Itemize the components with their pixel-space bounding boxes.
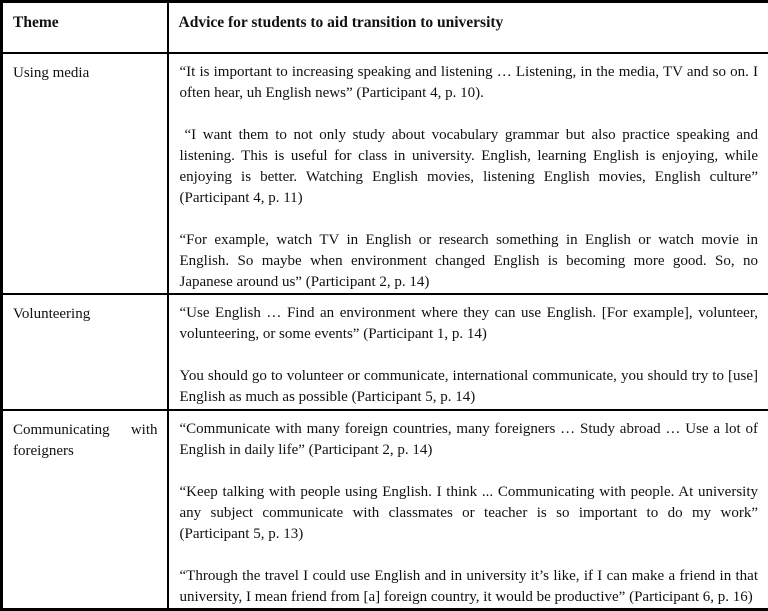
table-row-volunteering bbox=[2, 294, 768, 410]
quote-paragraph: “Use English … Find an environment where they can use English. [For example], volunteer, volunteering, or some events” (Participant 1, p. 14) bbox=[180, 303, 759, 345]
quote-paragraph: “It is important to increasing speaking and listening … Listening, in the media, TV and so on. I often hear, uh English news” (Participant 4, p. 10). bbox=[180, 62, 759, 104]
table-row-using-media bbox=[2, 53, 768, 294]
theme-cell-volunteering: Volunteering bbox=[2, 294, 168, 410]
quote-paragraph: “Keep talking with people using English. I think ... Communicating with people. At university any subject communicate with classmates or teacher is so important to do my work” (Participant 5, p. 13) bbox=[180, 482, 759, 545]
quote-paragraph: You should go to volunteer or communicate, international communicate, you should try to [use] English as much as possible (Participant 5, p. 14) bbox=[180, 366, 759, 408]
theme-cell-using-media: Using media bbox=[2, 53, 168, 294]
table-row-communicating-with-foreigners bbox=[2, 410, 768, 610]
advice-cell-volunteering bbox=[168, 294, 768, 410]
quote-paragraph: “I want them to not only study about vocabulary grammar but also practice speaking and listening. This is useful for class in university. English, learning English is enjoying, while enjoying is better. Watching English movies, listening English movies, English culture” (Participant 4, p. 11) bbox=[180, 125, 759, 209]
quote-paragraph: “Communicate with many foreign countries, many foreigners … Study abroad … Use a lot of English in daily life” (Participant 2, p. 14) bbox=[180, 419, 759, 461]
theme-column-header: Theme bbox=[2, 2, 168, 53]
advice-cell-using-media bbox=[168, 53, 768, 294]
quote-paragraph: “For example, watch TV in English or research something in English or watch movie in English. So maybe when environment changed English is becoming more good. So, no Japanese around us” (Participant 2, p. 14) bbox=[180, 230, 759, 293]
theme-cell-communicating-with-foreigners: Communicating with foreigners bbox=[2, 410, 168, 610]
advice-cell-communicating-with-foreigners bbox=[168, 410, 768, 610]
advice-column-header: Advice for students to aid transition to university bbox=[168, 2, 768, 53]
quote-paragraph: “Through the travel I could use English and in university it’s like, if I can make a friend in that university, I mean friend from [a] foreign country, it would be productive” (Participant 6, p. 16) bbox=[180, 566, 759, 608]
table-header-row bbox=[2, 2, 768, 53]
